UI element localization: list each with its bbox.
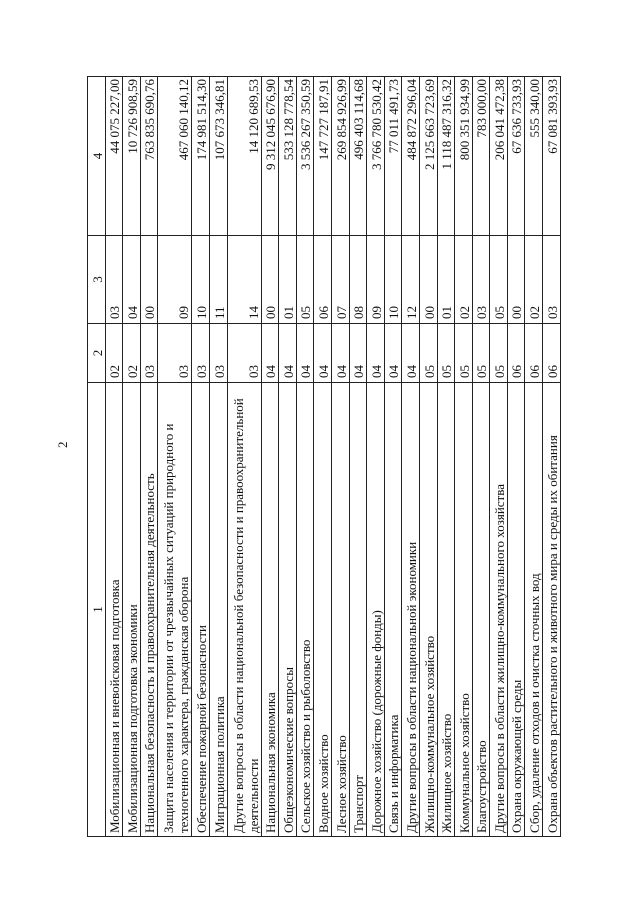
row-subsection-cell: 00 [507, 236, 525, 324]
table-row [507, 77, 525, 837]
row-amount-cell: 783 000,00 [472, 77, 490, 236]
row-name-cell: Другие вопросы в области национальной безопасности и правоохранительной деятельности [227, 383, 261, 837]
row-name-cell: Защита населения и территории от чрезвычайных ситуаций природного и техногенного характера, гражданская оборона [158, 383, 192, 837]
row-amount-cell: 206 041 472,38 [490, 77, 508, 236]
row-section-cell: 02 [123, 324, 141, 383]
table-row [158, 77, 192, 837]
table-row [105, 77, 123, 837]
row-amount-cell: 484 872 296,04 [402, 77, 420, 236]
row-name-cell: Водное хозяйство [314, 383, 332, 837]
row-subsection-cell: 14 [227, 236, 261, 324]
row-name-cell: Лесное хозяйство [331, 383, 349, 837]
row-subsection-cell: 06 [314, 236, 332, 324]
rotated-table-container [87, 77, 565, 837]
row-name-cell: Другие вопросы в области национальной экономики [402, 383, 420, 837]
row-section-cell: 03 [158, 324, 192, 383]
row-amount-cell: 800 351 934,99 [455, 77, 473, 236]
row-subsection-cell: 09 [158, 236, 192, 324]
row-subsection-cell: 04 [123, 236, 141, 324]
row-subsection-cell: 08 [349, 236, 367, 324]
row-section-cell: 05 [472, 324, 490, 383]
row-subsection-cell: 09 [367, 236, 385, 324]
row-name-cell: Транспорт [349, 383, 367, 837]
header-row [88, 77, 106, 837]
row-amount-cell: 3 766 780 530,42 [367, 77, 385, 236]
row-amount-cell: 44 075 227,00 [105, 77, 123, 236]
table-row [437, 77, 455, 837]
table-row [279, 77, 297, 837]
row-section-cell: 06 [525, 324, 543, 383]
table-row [472, 77, 490, 837]
row-subsection-cell: 10 [192, 236, 210, 324]
row-amount-cell: 67 636 733,93 [507, 77, 525, 236]
row-section-cell: 03 [192, 324, 210, 383]
table-row [296, 77, 314, 837]
table-row [227, 77, 261, 837]
table-body [105, 77, 560, 837]
row-amount-cell: 14 120 689,53 [227, 77, 261, 236]
row-name-cell: Сельское хозяйство и рыболовство [296, 383, 314, 837]
table-row [123, 77, 141, 837]
row-name-cell: Сбор, удаление отходов и очистка сточных вод [525, 383, 543, 837]
row-name-cell: Коммунальное хозяйство [455, 383, 473, 837]
row-name-cell: Миграционная политика [209, 383, 227, 837]
row-section-cell: 05 [419, 324, 437, 383]
row-section-cell: 05 [455, 324, 473, 383]
row-section-cell: 05 [490, 324, 508, 383]
row-amount-cell: 467 060 140,12 [158, 77, 192, 236]
row-subsection-cell: 11 [209, 236, 227, 324]
row-name-cell: Связь и информатика [384, 383, 402, 837]
row-subsection-cell: 01 [279, 236, 297, 324]
header-cell-amount: 4 [88, 77, 106, 236]
row-section-cell: 06 [543, 324, 561, 383]
row-amount-cell: 763 835 690,76 [140, 77, 158, 236]
row-amount-cell: 555 340,00 [525, 77, 543, 236]
row-name-cell: Охрана окружающей среды [507, 383, 525, 837]
row-subsection-cell: 12 [402, 236, 420, 324]
row-name-cell: Общеэкономические вопросы [279, 383, 297, 837]
table-row [140, 77, 158, 837]
table-row [455, 77, 473, 837]
table-row [419, 77, 437, 837]
row-name-cell: Другие вопросы в области жилищно-коммунального хозяйства [490, 383, 508, 837]
row-name-cell: Мобилизационная и вневойсковая подготовка [105, 383, 123, 837]
row-section-cell: 03 [140, 324, 158, 383]
row-amount-cell: 3 536 267 350,59 [296, 77, 314, 236]
table-row [402, 77, 420, 837]
table-row [331, 77, 349, 837]
row-section-cell: 04 [314, 324, 332, 383]
row-name-cell: Жилищно-коммунальное хозяйство [419, 383, 437, 837]
row-amount-cell: 67 081 393,93 [543, 77, 561, 236]
row-section-cell: 04 [384, 324, 402, 383]
row-name-cell: Обеспечение пожарной безопасности [192, 383, 210, 837]
row-subsection-cell: 10 [384, 236, 402, 324]
row-amount-cell: 10 726 908,59 [123, 77, 141, 236]
table-row [192, 77, 210, 837]
row-subsection-cell: 05 [296, 236, 314, 324]
row-subsection-cell: 03 [472, 236, 490, 324]
row-section-cell: 04 [367, 324, 385, 383]
row-section-cell: 04 [349, 324, 367, 383]
row-amount-cell: 107 673 346,81 [209, 77, 227, 236]
row-section-cell: 06 [507, 324, 525, 383]
header-cell-subsection: 3 [88, 236, 106, 324]
row-section-cell: 04 [402, 324, 420, 383]
row-amount-cell: 496 403 114,68 [349, 77, 367, 236]
row-subsection-cell: 02 [525, 236, 543, 324]
table-row [384, 77, 402, 837]
table-row [349, 77, 367, 837]
row-subsection-cell: 00 [419, 236, 437, 324]
table-row [367, 77, 385, 837]
row-section-cell: 04 [296, 324, 314, 383]
row-subsection-cell: 03 [543, 236, 561, 324]
row-amount-cell: 2 125 663 723,69 [419, 77, 437, 236]
table-row [314, 77, 332, 837]
row-subsection-cell: 01 [437, 236, 455, 324]
table-row [261, 77, 279, 837]
row-section-cell: 04 [261, 324, 279, 383]
header-cell-name: 1 [88, 383, 106, 837]
row-subsection-cell: 00 [140, 236, 158, 324]
row-section-cell: 05 [437, 324, 455, 383]
row-amount-cell: 174 981 514,30 [192, 77, 210, 236]
row-amount-cell: 77 011 491,73 [384, 77, 402, 236]
row-name-cell: Охрана объектов растительного и животного мира и среды их обитания [543, 383, 561, 837]
budget-table [87, 76, 561, 837]
row-name-cell: Дорожное хозяйство (дорожные фонды) [367, 383, 385, 837]
page-number: 2 [55, 441, 70, 448]
row-name-cell: Благоустройство [472, 383, 490, 837]
row-name-cell: Мобилизационная подготовка экономики [123, 383, 141, 837]
row-section-cell: 03 [209, 324, 227, 383]
row-subsection-cell: 05 [490, 236, 508, 324]
row-subsection-cell: 02 [455, 236, 473, 324]
row-section-cell: 04 [279, 324, 297, 383]
row-amount-cell: 1 118 487 316,32 [437, 77, 455, 236]
table-row [490, 77, 508, 837]
row-amount-cell: 147 727 187,91 [314, 77, 332, 236]
row-name-cell: Национальная экономика [261, 383, 279, 837]
row-name-cell: Национальная безопасность и правоохранительная деятельность [140, 383, 158, 837]
table-row [209, 77, 227, 837]
row-amount-cell: 269 854 926,99 [331, 77, 349, 236]
row-subsection-cell: 00 [261, 236, 279, 324]
row-section-cell: 03 [227, 324, 261, 383]
row-amount-cell: 9 312 045 676,90 [261, 77, 279, 236]
row-amount-cell: 533 128 778,54 [279, 77, 297, 236]
row-subsection-cell: 07 [331, 236, 349, 324]
row-section-cell: 04 [331, 324, 349, 383]
header-cell-section: 2 [88, 324, 106, 383]
table-row [543, 77, 561, 837]
row-section-cell: 02 [105, 324, 123, 383]
row-subsection-cell: 03 [105, 236, 123, 324]
row-name-cell: Жилищное хозяйство [437, 383, 455, 837]
table-row [525, 77, 543, 837]
